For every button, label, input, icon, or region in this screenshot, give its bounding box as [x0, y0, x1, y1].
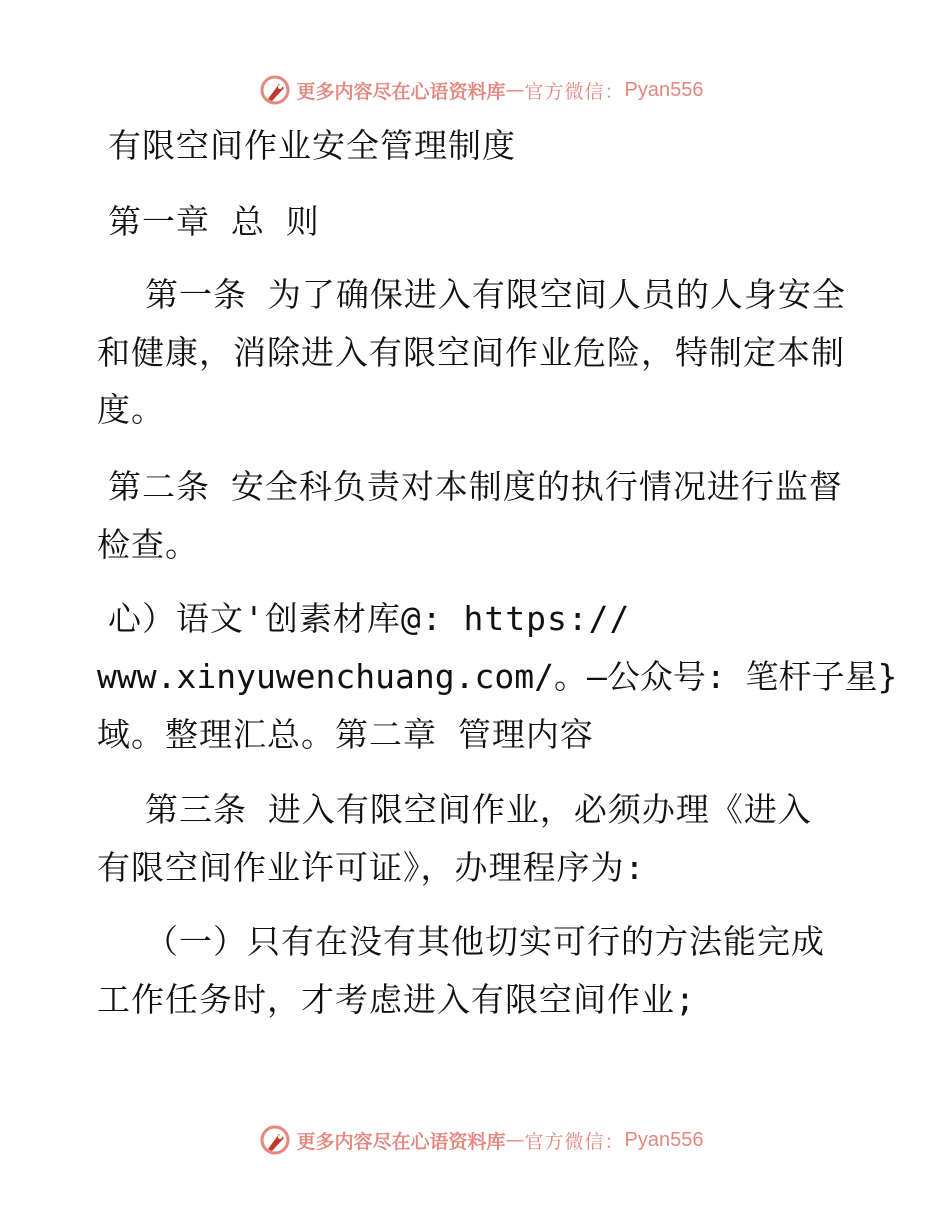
article-1-line-1: 第一条 为了确保进入有限空间人员的人身安全: [145, 275, 846, 314]
noise-line-2: www.xinyuwenchuang.com/。—公众号: 笔杆子星}: [97, 657, 898, 696]
watermark-wechat-label: 官方微信：: [524, 1130, 625, 1153]
pen-nib-logo-icon: [259, 74, 291, 106]
item-1-line-1: （一）只有在没有其他切实可行的方法能完成: [145, 922, 825, 961]
watermark-dash: —: [505, 1129, 525, 1151]
article-1-line-2: 和健康，消除进入有限空间作业危险，特制定本制: [97, 333, 845, 372]
article-3-line-1: 第三条 进入有限空间作业，必须办理《进入: [145, 790, 812, 829]
watermark-header: [0, 70, 950, 110]
watermark-wechat-id: Pyan556: [624, 1128, 704, 1151]
watermark-site-name: 更多内容尽在心语资料库: [296, 80, 506, 103]
watermark-site-name: 更多内容尽在心语资料库: [296, 1130, 506, 1153]
chapter-heading-2-line: 域。整理汇总。第二章 管理内容: [97, 715, 594, 754]
watermark-wechat-id: Pyan556: [624, 78, 704, 101]
document-title: 有限空间作业安全管理制度: [108, 126, 516, 165]
article-2-line-1: 第二条 安全科负责对本制度的执行情况进行监督: [108, 467, 843, 506]
article-1-line-3: 度。: [97, 390, 165, 429]
noise-line-1: 心）语文'创素材库@: https://: [108, 599, 631, 638]
pen-nib-logo-icon: [259, 1124, 291, 1156]
article-3-line-2: 有限空间作业许可证》，办理程序为:: [97, 848, 646, 887]
article-2-line-2: 检查。: [97, 525, 199, 564]
chapter-heading-1: 第一章 总 则: [108, 202, 320, 241]
watermark-footer: [0, 1120, 950, 1160]
watermark-dash: —: [505, 79, 525, 101]
watermark-wechat-label: 官方微信：: [524, 80, 625, 103]
item-1-line-2: 工作任务时，才考虑进入有限空间作业;: [97, 980, 696, 1019]
